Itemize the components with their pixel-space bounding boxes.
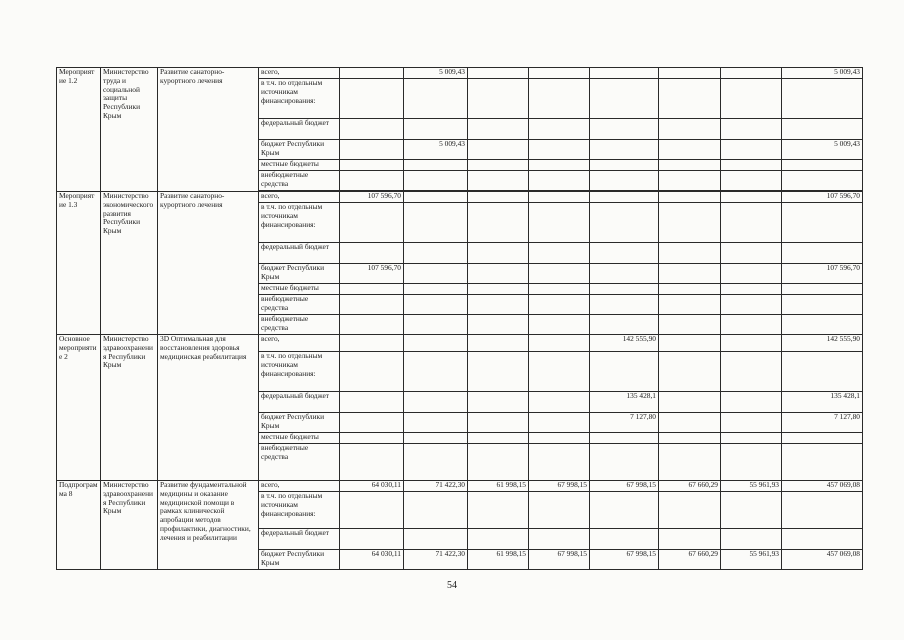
value-cell: 64 030,11 [340, 481, 404, 492]
item-executor: Министерство труда и социальной защиты Республики Крым [101, 68, 158, 192]
value-cell [404, 392, 468, 413]
value-cell: 7 127,80 [590, 413, 659, 433]
source-local: местные бюджеты [259, 284, 340, 295]
table-row [57, 68, 863, 79]
value-cell [404, 413, 468, 433]
value-cell: 71 422,30 [404, 550, 468, 570]
value-cell: 5 009,43 [404, 140, 468, 160]
value-cell: 457 069,08 [782, 550, 863, 570]
value-cell [659, 335, 721, 352]
value-cell [659, 243, 721, 264]
value-cell [529, 264, 590, 284]
value-cell [590, 192, 659, 203]
item-description: Развитие санаторно-курортного лечения [158, 68, 259, 192]
value-cell [529, 335, 590, 352]
value-cell [721, 392, 782, 413]
value-cell: 5 009,43 [404, 68, 468, 79]
value-cell [590, 140, 659, 160]
value-cell [529, 413, 590, 433]
value-cell [340, 243, 404, 264]
value-cell: 64 030,11 [340, 550, 404, 570]
source-total: всего, [259, 481, 340, 492]
value-cell [721, 192, 782, 203]
value-cell: 71 422,30 [404, 481, 468, 492]
source-federal: федеральный бюджет [259, 392, 340, 413]
value-cell [590, 119, 659, 140]
source-total: всего, [259, 68, 340, 79]
value-cell [529, 68, 590, 79]
item-description: Развитие санаторно-курортного лечения [158, 192, 259, 335]
value-cell [721, 264, 782, 284]
value-cell [340, 119, 404, 140]
item-description: Развитие фундаментальной медицины и оказание медицинской помощи в рамках клинической апробации методов профилактики, диагностики, лечения и реабилитации [158, 481, 259, 570]
value-cell [529, 243, 590, 264]
value-cell: 107 596,70 [340, 264, 404, 284]
item-description: 3D Оптимальная для восстановления здоровья медицинская реабилитация [158, 335, 259, 481]
value-cell [468, 119, 529, 140]
value-cell [340, 140, 404, 160]
value-cell [404, 335, 468, 352]
value-cell [340, 392, 404, 413]
value-cell [721, 68, 782, 79]
source-incl: в т.ч. по отдельным источникам финансирования: [259, 492, 340, 529]
value-cell [659, 119, 721, 140]
source-republic: бюджет Республики Крым [259, 264, 340, 284]
value-cell: 107 596,70 [782, 264, 863, 284]
value-cell [659, 413, 721, 433]
item-name: Мероприятие 1.2 [57, 68, 101, 192]
value-cell [468, 392, 529, 413]
value-cell [659, 68, 721, 79]
value-cell [340, 413, 404, 433]
value-cell [721, 119, 782, 140]
value-cell: 142 555,90 [782, 335, 863, 352]
value-cell [529, 119, 590, 140]
table-row [57, 335, 863, 352]
value-cell [468, 413, 529, 433]
source-extra: внебюджетные средства [259, 315, 340, 335]
value-cell [404, 243, 468, 264]
value-cell: 135 428,1 [590, 392, 659, 413]
value-cell [721, 140, 782, 160]
source-republic: бюджет Республики Крым [259, 550, 340, 570]
value-cell [529, 140, 590, 160]
value-cell [590, 264, 659, 284]
value-cell: 67 998,15 [529, 481, 590, 492]
table-row [57, 192, 863, 203]
source-incl: в т.ч. по отдельным источникам финансирования: [259, 203, 340, 243]
value-cell [468, 335, 529, 352]
value-cell: 67 998,15 [529, 550, 590, 570]
value-cell: 107 596,70 [782, 192, 863, 203]
value-cell: 5 009,43 [782, 140, 863, 160]
value-cell [468, 243, 529, 264]
value-cell [529, 392, 590, 413]
value-cell [659, 264, 721, 284]
value-cell [590, 243, 659, 264]
source-republic: бюджет Республики Крым [259, 413, 340, 433]
value-cell [340, 335, 404, 352]
value-cell [721, 243, 782, 264]
table-row [57, 481, 863, 492]
value-cell [468, 140, 529, 160]
source-total: всего, [259, 192, 340, 203]
value-cell: 457 069,08 [782, 481, 863, 492]
value-cell [468, 264, 529, 284]
value-cell: 55 961,93 [721, 550, 782, 570]
value-cell: 5 009,43 [782, 68, 863, 79]
value-cell [404, 119, 468, 140]
source-local: местные бюджеты [259, 433, 340, 444]
value-cell [659, 392, 721, 413]
source-federal: федеральный бюджет [259, 243, 340, 264]
value-cell [782, 243, 863, 264]
item-executor: Министерство здравоохранения Республики Крым [101, 335, 158, 481]
value-cell [782, 119, 863, 140]
source-republic: бюджет Республики Крым [259, 140, 340, 160]
source-extra: внебюджетные средства [259, 444, 340, 481]
value-cell [468, 192, 529, 203]
value-cell [590, 68, 659, 79]
source-federal: федеральный бюджет [259, 529, 340, 550]
value-cell: 142 555,90 [590, 335, 659, 352]
source-incl: в т.ч. по отдельным источникам финансирования: [259, 352, 340, 392]
item-executor: Министерство экономического развития Республики Крым [101, 192, 158, 335]
value-cell: 67 660,29 [659, 550, 721, 570]
value-cell [340, 68, 404, 79]
item-executor: Министерство здравоохранения Республики Крым [101, 481, 158, 570]
value-cell: 7 127,80 [782, 413, 863, 433]
value-cell [721, 335, 782, 352]
value-cell: 61 998,15 [468, 481, 529, 492]
source-extra: внебюджетные средства [259, 295, 340, 315]
value-cell [721, 413, 782, 433]
source-total: всего, [259, 335, 340, 352]
value-cell [404, 264, 468, 284]
value-cell [529, 192, 590, 203]
value-cell: 55 961,93 [721, 481, 782, 492]
value-cell [659, 192, 721, 203]
value-cell: 107 596,70 [340, 192, 404, 203]
item-name: Основное мероприятие 2 [57, 335, 101, 481]
source-local: местные бюджеты [259, 160, 340, 171]
value-cell: 67 998,15 [590, 481, 659, 492]
value-cell: 61 998,15 [468, 550, 529, 570]
page-number: 54 [447, 580, 457, 591]
value-cell [404, 192, 468, 203]
value-cell [659, 140, 721, 160]
item-name: Подпрограмма 8 [57, 481, 101, 570]
value-cell: 67 660,29 [659, 481, 721, 492]
funding-table [56, 67, 863, 570]
value-cell: 135 428,1 [782, 392, 863, 413]
source-federal: федеральный бюджет [259, 119, 340, 140]
value-cell [468, 68, 529, 79]
source-incl: в т.ч. по отдельным источникам финансирования: [259, 79, 340, 119]
source-extra: внебюджетные средства [259, 171, 340, 191]
value-cell: 67 998,15 [590, 550, 659, 570]
item-name: Мероприятие 1.3 [57, 192, 101, 335]
